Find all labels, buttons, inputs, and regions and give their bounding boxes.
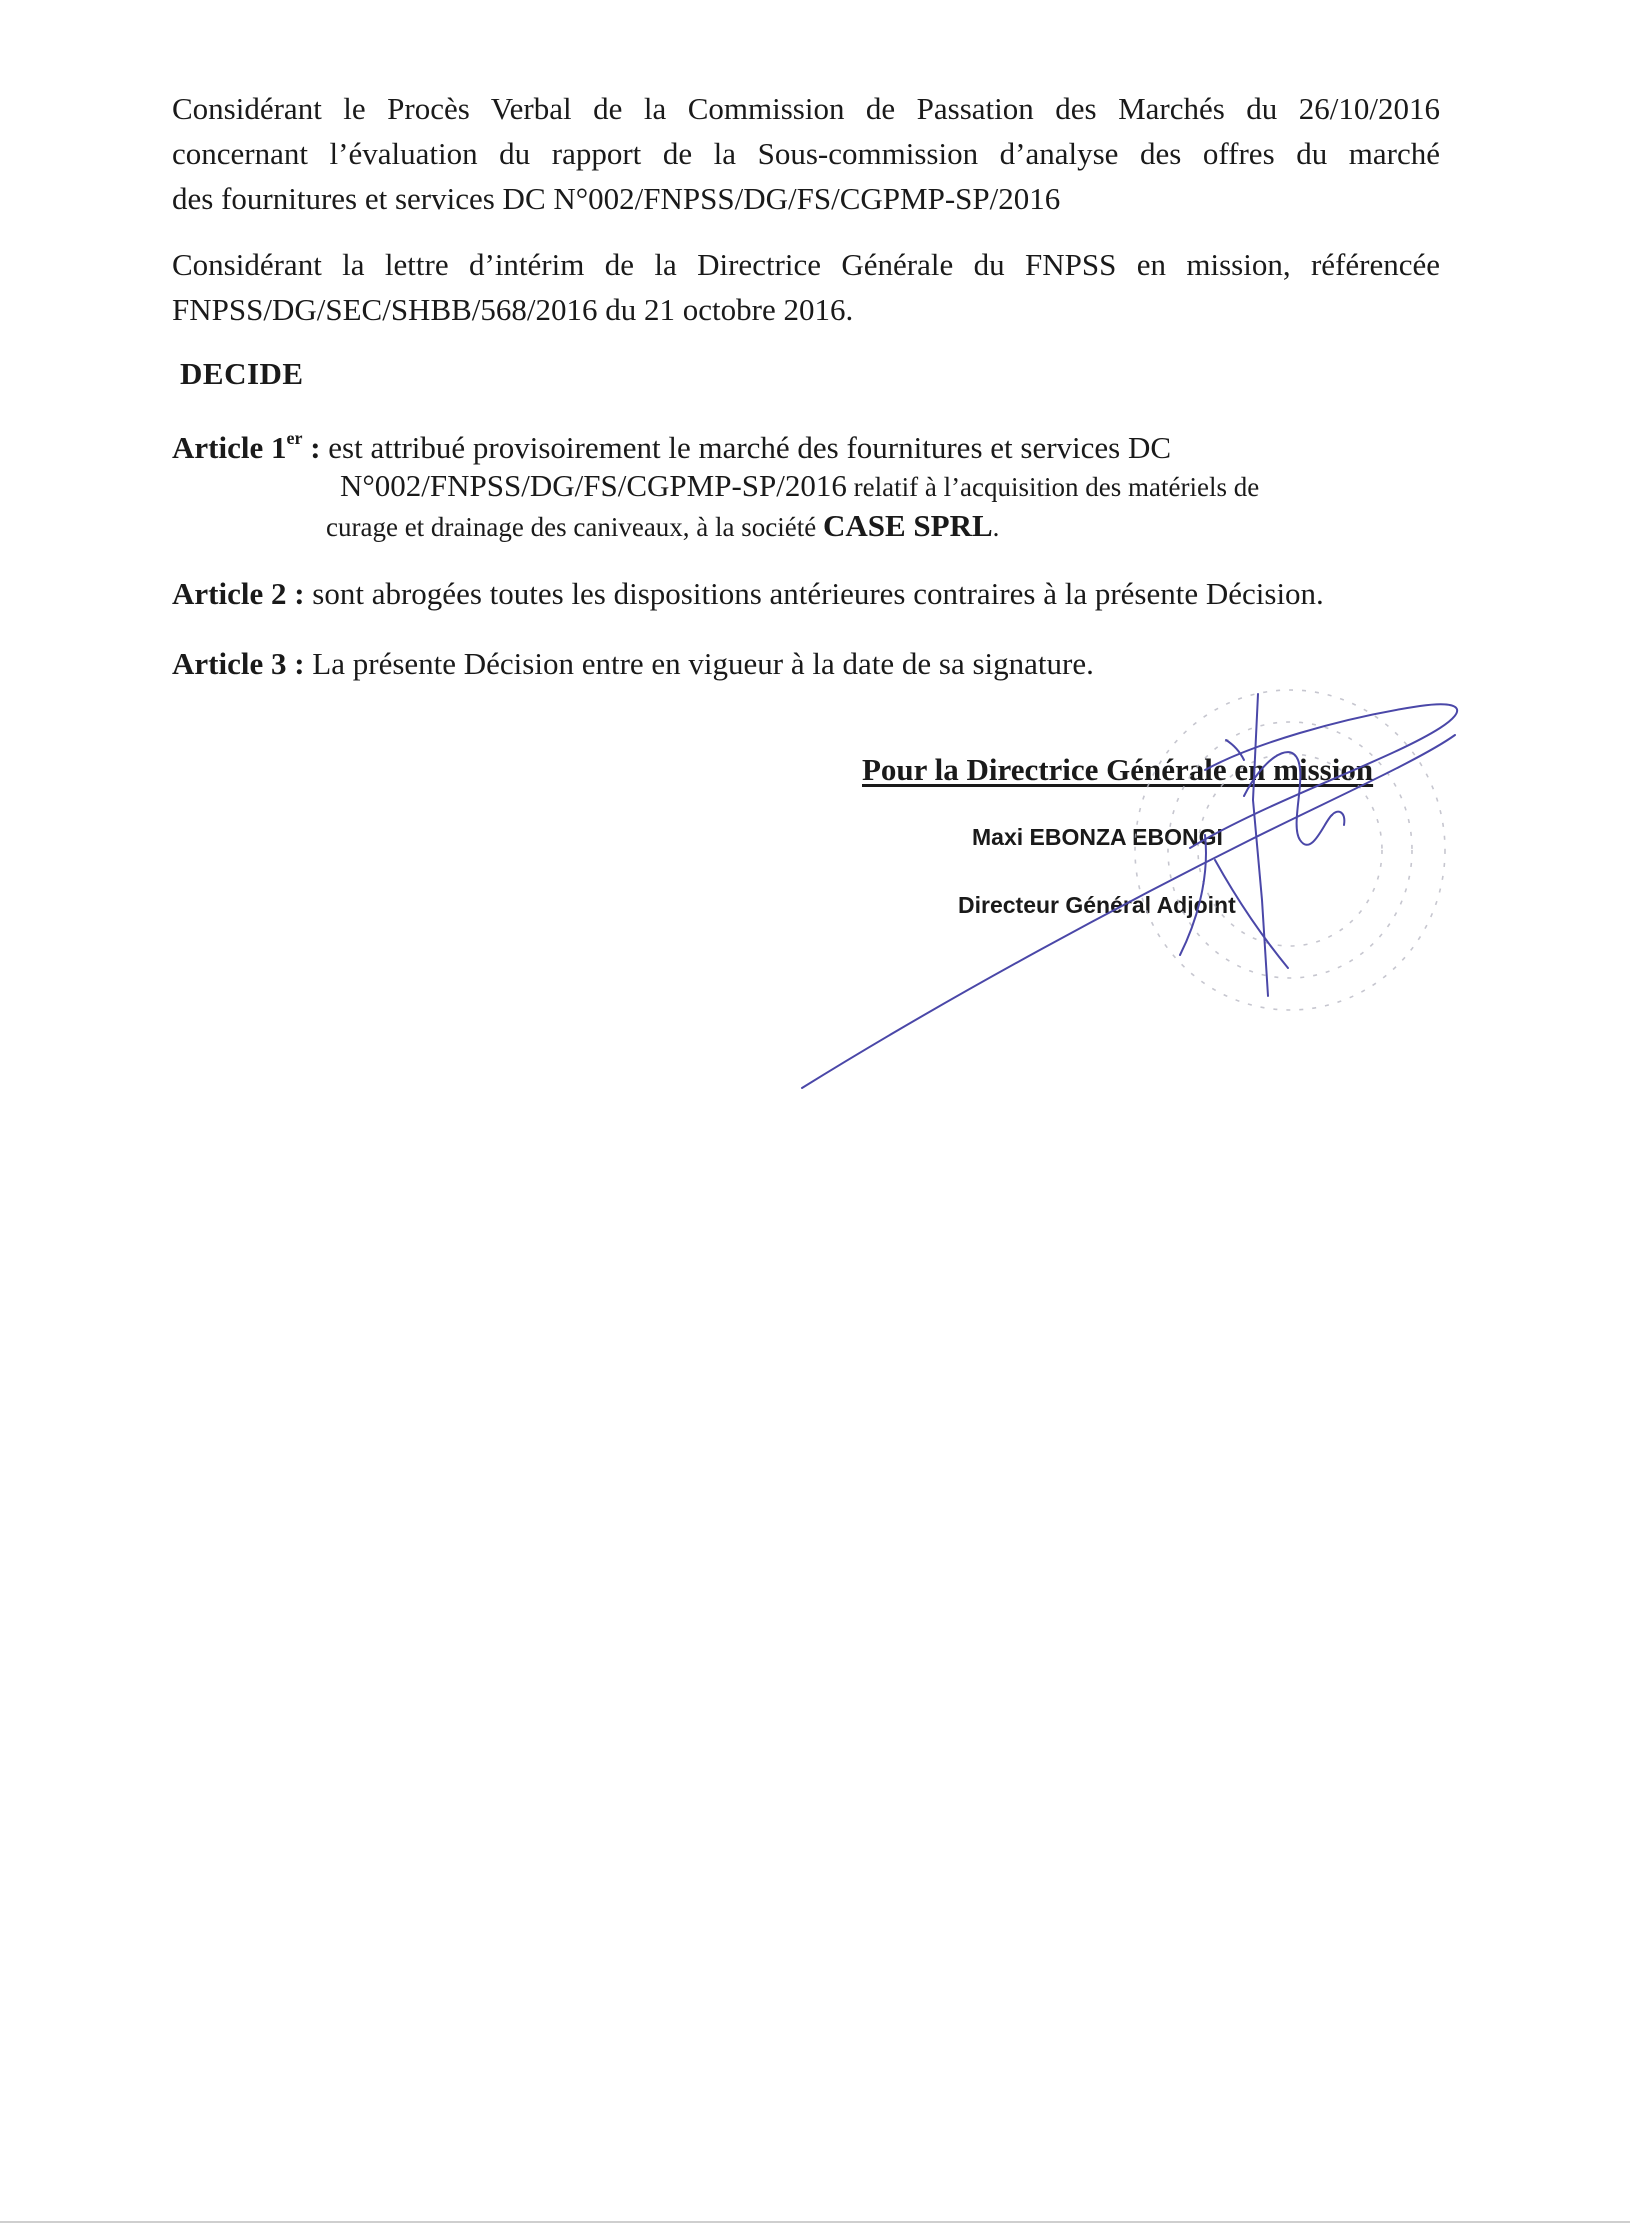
article-1-text: est attribué provisoirement le marché des fournitures et services DC — [320, 430, 1172, 465]
article-3 — [172, 644, 1094, 684]
article-1-period: . — [992, 512, 1000, 542]
article-1-line3 — [326, 508, 999, 544]
considerant-lettre-interim — [172, 242, 1440, 332]
company-name: CASE SPRL — [822, 508, 993, 543]
article-1-colon: : — [302, 430, 321, 465]
signature-title: Pour la Directrice Générale en mission — [862, 752, 1374, 787]
article-1-line1 — [172, 428, 1171, 468]
scan-bottom-edge — [0, 2221, 1630, 2223]
article-1-label: Article 1 — [172, 430, 287, 465]
signatory-role: Directeur Général Adjoint — [958, 892, 1236, 918]
paragraph-line: FNPSS/DG/SEC/SHBB/568/2016 du 21 octobre 2016. — [172, 292, 854, 327]
paragraph-line: des fournitures et services DC N°002/FNPSS/DG/FS/CGPMP-SP/2016 — [172, 181, 1061, 216]
paragraph-line: Considérant le Procès Verbal de la Commission de Passation des Marchés du 26/10/2016 — [172, 91, 1440, 126]
article-1-reference: N°002/FNPSS/DG/FS/CGPMP-SP/2016 — [340, 468, 847, 503]
paragraph-line: concernant l’évaluation du rapport de la Sous-commission d’analyse des offres du marché — [172, 136, 1440, 171]
article-1-sup: er — [286, 428, 303, 448]
article-2-label: Article 2 : — [172, 576, 305, 611]
decide-heading: DECIDE — [180, 356, 304, 391]
article-2-text: sont abrogées toutes les dispositions antérieures contraires à la présente Décision. — [304, 576, 1324, 611]
article-2 — [172, 574, 1324, 614]
paragraph-line: Considérant la lettre d’intérim de la Directrice Générale du FNPSS en mission, référencée — [172, 247, 1440, 282]
article-1-text-end: curage et drainage des caniveaux, à la société — [326, 512, 823, 542]
article-3-text: La présente Décision entre en vigueur à la date de sa signature. — [304, 646, 1094, 681]
signatory-name: Maxi EBONZA EBONGI — [972, 824, 1223, 850]
article-1-text-rest: relatif à l’acquisition des matériels de — [846, 472, 1260, 502]
article-3-label: Article 3 : — [172, 646, 305, 681]
considerant-proces-verbal — [172, 86, 1440, 221]
article-1-line2 — [340, 468, 1259, 504]
